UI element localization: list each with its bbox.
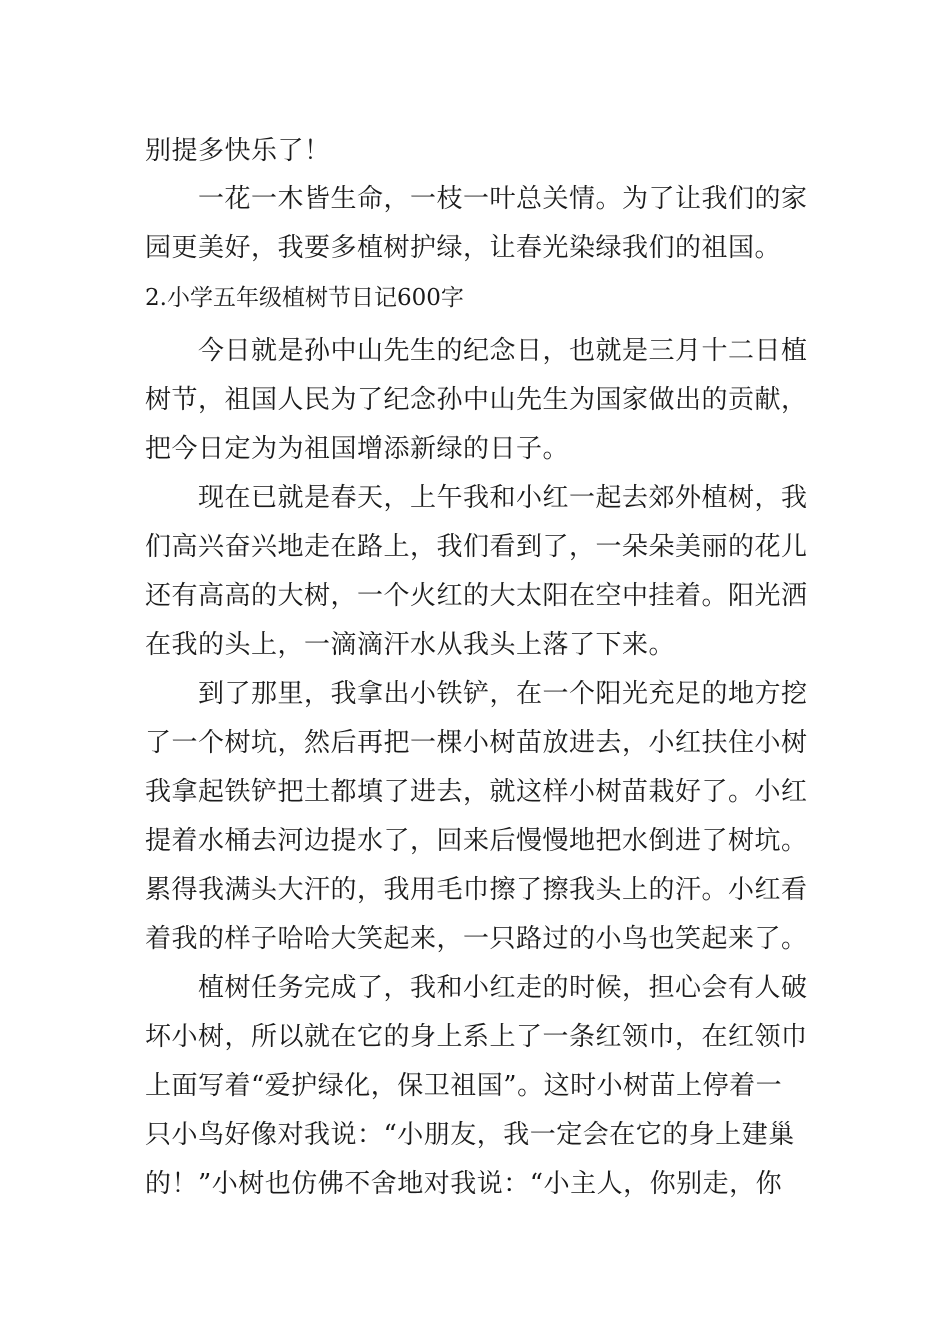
section-heading: 2.小学五年级植树节日记600字 [145, 285, 464, 311]
text-line: 坏小树，所以就在它的身上系上了一条红领巾，在红领巾 [145, 1022, 808, 1052]
text-line: 把今日定为为祖国增添新绿的日子。 [145, 434, 570, 464]
paragraph-start: 现在已就是春天，上午我和小红一起去郊外植树，我 [198, 483, 808, 513]
paragraph-start: 植树任务完成了，我和小红走的时候，担心会有人破 [198, 973, 808, 1003]
text-line: 园更美好，我要多植树护绿，让春光染绿我们的祖国。 [145, 233, 782, 263]
text-line: 着我的样子哈哈大笑起来，一只路过的小鸟也笑起来了。 [145, 924, 808, 954]
text-line: 们高兴奋兴地走在路上，我们看到了，一朵朵美丽的花儿 [145, 532, 808, 562]
text-line: 在我的头上，一滴滴汗水从我头上落了下来。 [145, 630, 676, 660]
text-line: 提着水桶去河边提水了，回来后慢慢地把水倒进了树坑。 [145, 826, 808, 856]
paragraph-start: 一花一木皆生命，一枝一叶总关情。为了让我们的家 [198, 184, 808, 214]
text-line: 的！”小树也仿佛不舍地对我说：“小主人，你别走，你 [145, 1169, 783, 1199]
text-line: 了一个树坑，然后再把一棵小树苗放进去，小红扶住小树 [145, 728, 808, 758]
text-line: 上面写着“爱护绿化，保卫祖国”。这时小树苗上停着一 [145, 1071, 783, 1101]
text-line: 累得我满头大汗的，我用毛巾擦了擦我头上的汗。小红看 [145, 875, 808, 905]
paragraph-start: 到了那里，我拿出小铁铲，在一个阳光充足的地方挖 [198, 679, 808, 709]
text-line: 我拿起铁铲把土都填了进去，就这样小树苗栽好了。小红 [145, 777, 808, 807]
text-line: 只小鸟好像对我说：“小朋友，我一定会在它的身上建巢 [145, 1120, 795, 1150]
text-line: 还有高高的大树，一个火红的大太阳在空中挂着。阳光洒 [145, 581, 808, 611]
paragraph-start: 今日就是孙中山先生的纪念日，也就是三月十二日植 [198, 336, 808, 366]
text-line: 树节，祖国人民为了纪念孙中山先生为国家做出的贡献， [145, 385, 808, 415]
text-line: 别提多快乐了！ [145, 136, 331, 166]
